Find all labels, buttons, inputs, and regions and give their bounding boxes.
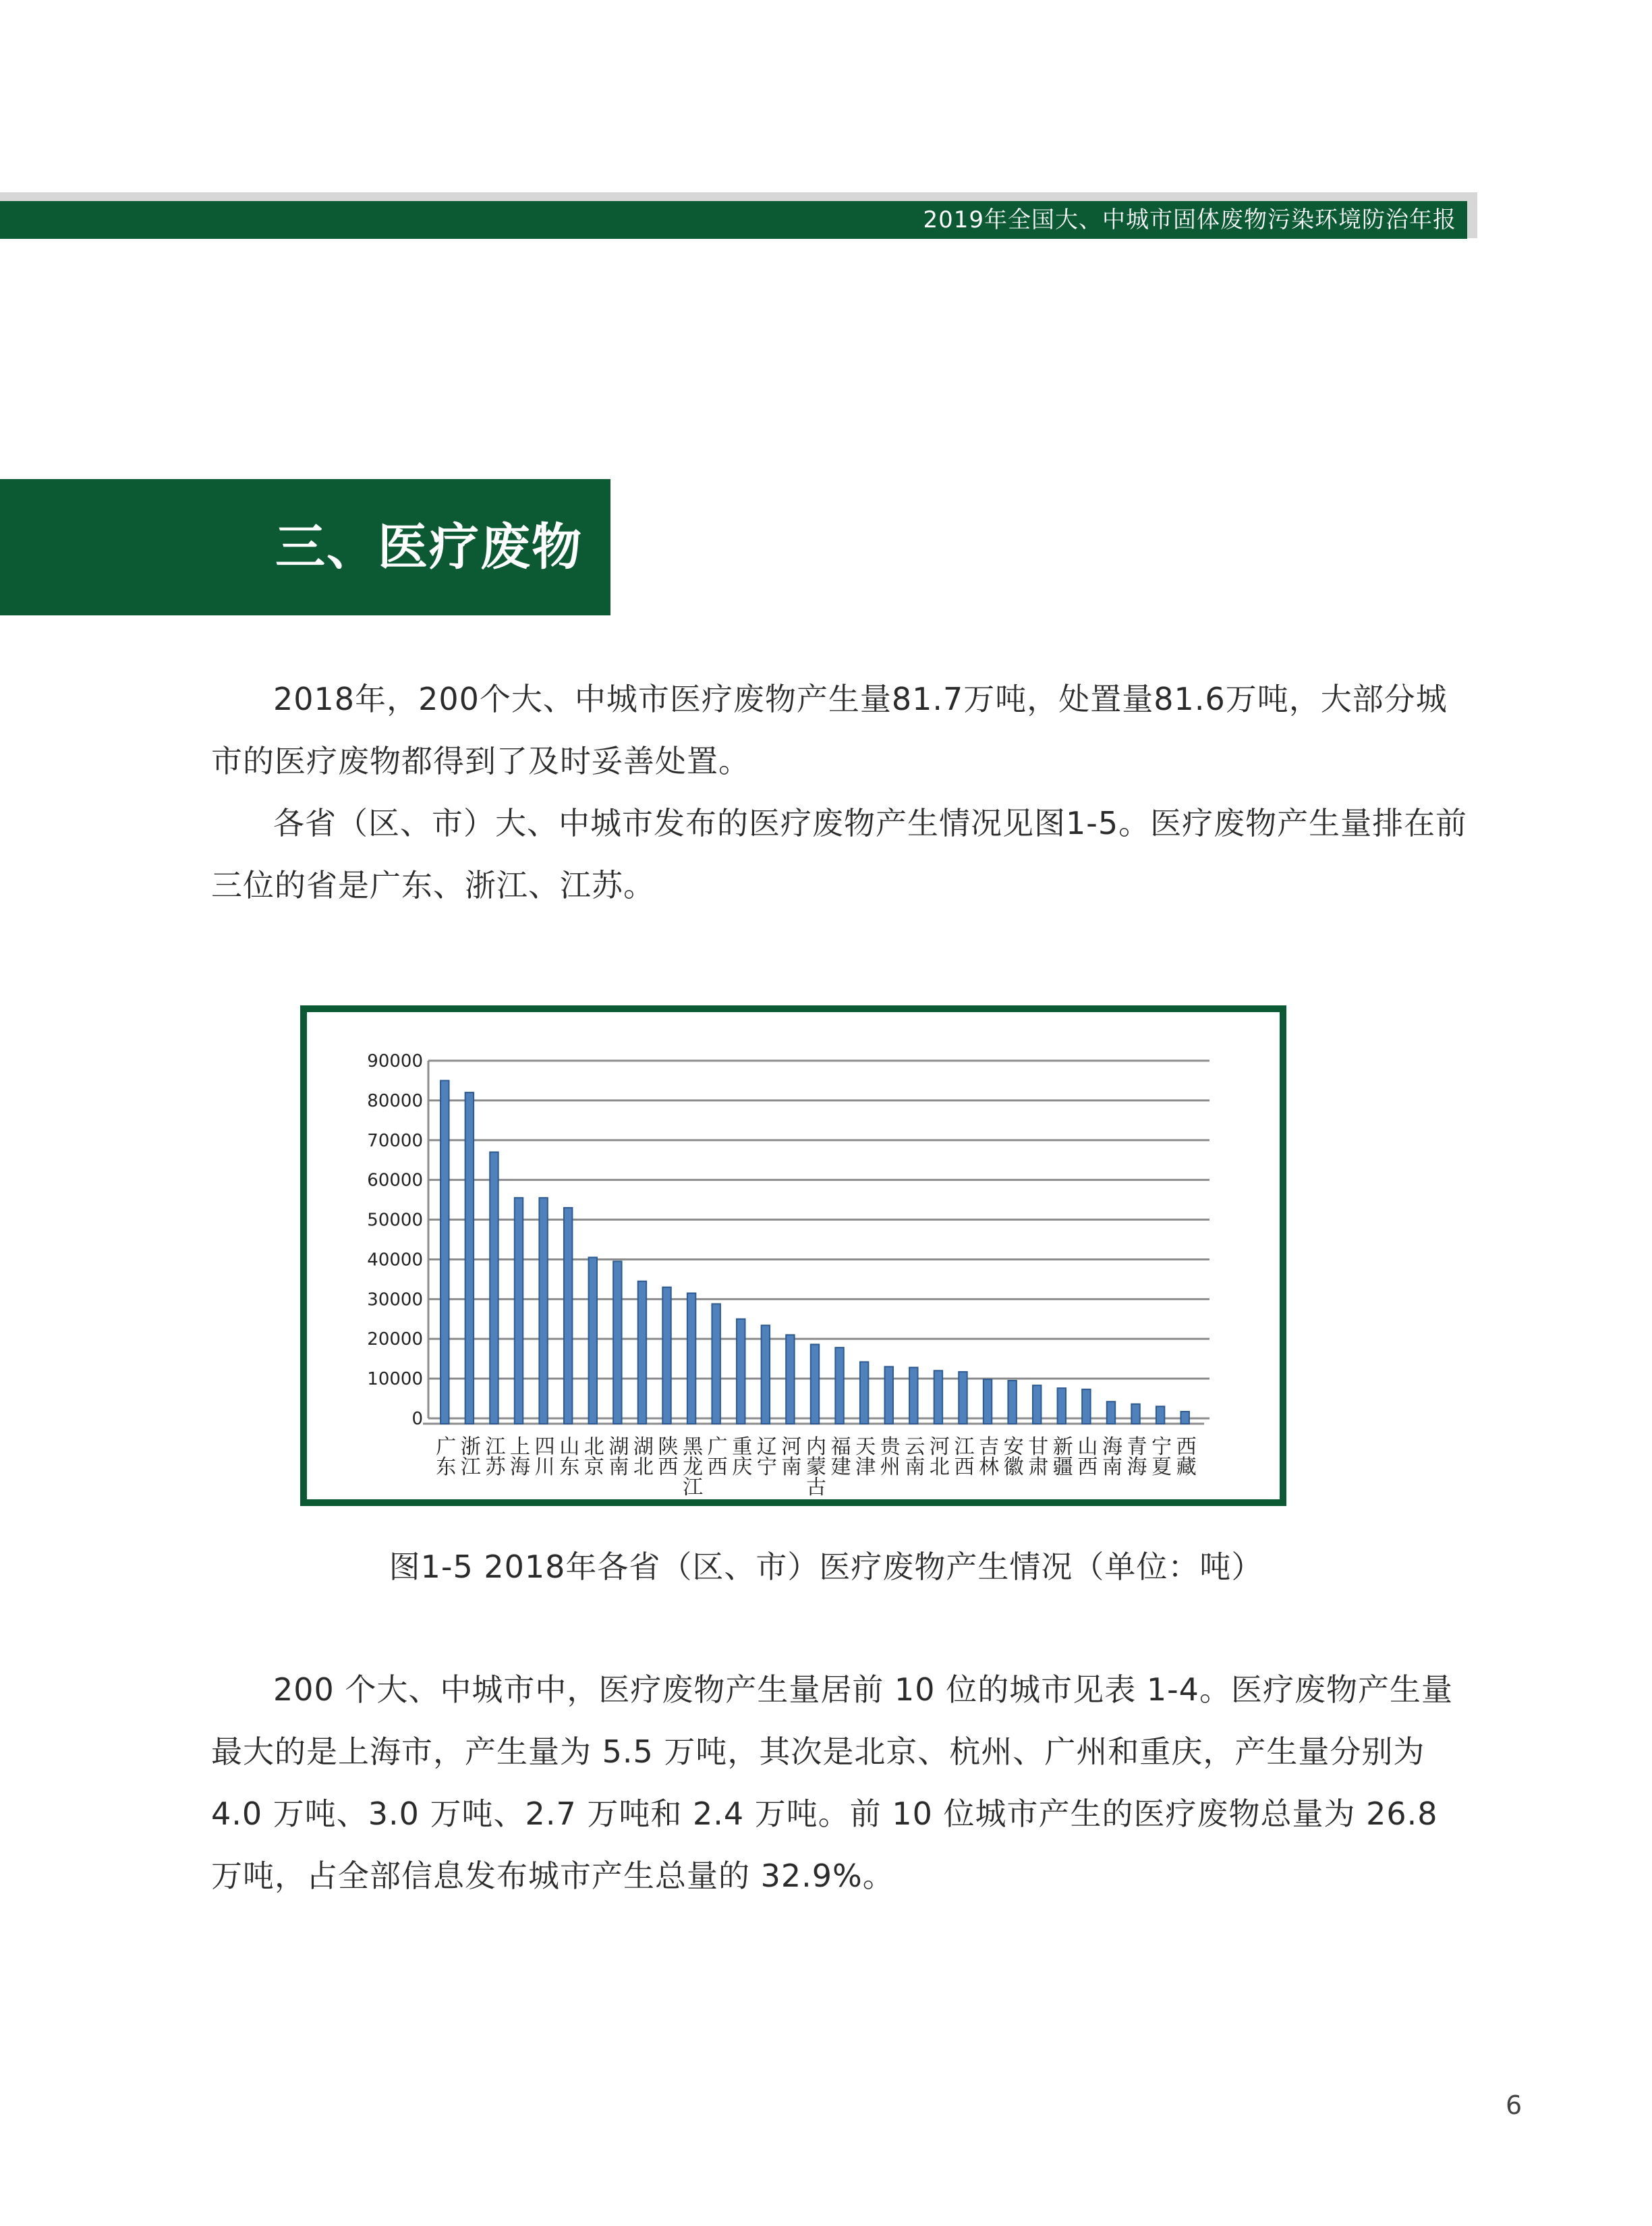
- x-tick-label: 上海: [510, 1435, 531, 1479]
- bar: [786, 1335, 794, 1424]
- x-tick-label: 吉林: [979, 1435, 1000, 1479]
- x-tick-label: 河南: [781, 1435, 802, 1479]
- y-tick-label: 70000: [367, 1130, 423, 1151]
- bar: [564, 1208, 572, 1424]
- x-tick-label: 江西: [954, 1435, 975, 1479]
- bar: [762, 1325, 770, 1424]
- y-tick-label: 90000: [367, 1051, 423, 1072]
- x-tick-label: 山东: [559, 1435, 580, 1479]
- x-tick-label: 陕西: [658, 1435, 679, 1479]
- x-tick-label: 青海: [1127, 1435, 1147, 1479]
- bar: [613, 1261, 621, 1424]
- x-tick-label: 内蒙古: [806, 1435, 826, 1499]
- x-tick-label: 西藏: [1176, 1435, 1197, 1479]
- bar: [1156, 1406, 1164, 1424]
- x-tick-label: 辽宁: [756, 1435, 777, 1479]
- x-tick-label: 山西: [1077, 1435, 1098, 1479]
- x-tick-label: 广东: [436, 1435, 457, 1479]
- chart-frame: [300, 1005, 1286, 1506]
- paragraph-top-cities: 200 个大、中城市中，医疗废物产生量居前 10 位的城市见表 1-4。医疗废物产生量最大的是上海市，产生量为 5.5 万吨，其次是北京、杭州、广州和重庆，产生量分别为 4.0 万吨、3.0 万吨、2.7 万吨和 2.4 万吨。前 10 位城市产生的医疗废物总量为 26.8 万吨，占全部信息发布城市产生总量的 32.9%。: [211, 1671, 1453, 1894]
- page-number: 6: [1506, 2090, 1522, 2120]
- x-tick-label: 贵州: [880, 1435, 901, 1479]
- x-tick-label: 新疆: [1052, 1435, 1073, 1479]
- paragraph-summary: 2018年，200个大、中城市医疗废物产生量81.7万吨，处置量81.6万吨，大部分城市的医疗废物都得到了及时妥善处置。: [211, 681, 1448, 779]
- y-tick-label: 10000: [367, 1369, 423, 1390]
- bar: [835, 1347, 843, 1424]
- bar: [539, 1198, 547, 1424]
- figure-caption: 图1-5 2018年各省（区、市）医疗废物产生情况（单位：吨）: [389, 1549, 1263, 1585]
- section-title: 三、医疗废物: [275, 518, 583, 576]
- x-tick-label: 安徽: [1003, 1435, 1024, 1479]
- x-tick-label: 北京: [583, 1435, 604, 1479]
- bar: [440, 1080, 449, 1424]
- bar: [934, 1370, 942, 1424]
- bar: [515, 1198, 523, 1424]
- x-tick-label: 湖北: [633, 1435, 654, 1479]
- bar: [1058, 1388, 1066, 1424]
- y-tick-label: 30000: [367, 1289, 423, 1310]
- bar: [737, 1319, 745, 1424]
- x-tick-label: 天津: [855, 1435, 876, 1479]
- bar: [1008, 1381, 1016, 1424]
- x-tick-label: 重庆: [732, 1435, 753, 1479]
- report-title: 2019年全国大、中城市固体废物污染环境防治年报: [923, 206, 1456, 233]
- bar: [490, 1152, 498, 1424]
- paragraph-province: 各省（区、市）大、中城市发布的医疗废物产生情况见图1-5。医疗废物产生量排在前三位的省是广东、浙江、江苏。: [211, 805, 1468, 903]
- bar: [638, 1281, 646, 1424]
- y-tick-label: 50000: [367, 1210, 423, 1231]
- bar: [860, 1362, 868, 1424]
- bar: [1082, 1389, 1090, 1424]
- bar-chart: [307, 1012, 1280, 1499]
- bar: [712, 1304, 720, 1424]
- x-tick-label: 浙江: [460, 1435, 481, 1479]
- x-tick-label: 云南: [905, 1435, 925, 1479]
- x-tick-label: 黑龙江: [683, 1435, 704, 1499]
- bar: [465, 1092, 474, 1424]
- x-tick-label: 甘肃: [1028, 1435, 1049, 1479]
- bar: [687, 1293, 695, 1424]
- bar: [589, 1258, 597, 1424]
- bar: [662, 1287, 671, 1424]
- header-bar: [0, 201, 1467, 239]
- bar: [984, 1379, 992, 1424]
- x-tick-label: 宁夏: [1151, 1435, 1172, 1479]
- bar: [885, 1366, 893, 1424]
- x-tick-label: 海南: [1102, 1435, 1122, 1479]
- x-tick-label: 四川: [534, 1435, 555, 1479]
- section-heading-box: [0, 479, 610, 615]
- bar: [959, 1372, 967, 1424]
- x-tick-label: 河北: [929, 1435, 950, 1479]
- y-tick-label: 0: [411, 1409, 423, 1429]
- x-tick-label: 广西: [707, 1435, 728, 1479]
- y-tick-label: 40000: [367, 1250, 423, 1271]
- bar: [1033, 1385, 1041, 1424]
- x-tick-label: 江苏: [485, 1435, 506, 1479]
- bar: [1180, 1412, 1189, 1424]
- y-tick-label: 60000: [367, 1170, 423, 1191]
- y-tick-label: 80000: [367, 1090, 423, 1111]
- bar: [909, 1368, 917, 1424]
- bar: [1131, 1404, 1139, 1424]
- x-tick-label: 湖南: [608, 1435, 629, 1479]
- bar: [811, 1344, 819, 1424]
- bar: [1107, 1401, 1115, 1424]
- x-tick-label: 福建: [830, 1435, 851, 1479]
- y-tick-label: 20000: [367, 1329, 423, 1350]
